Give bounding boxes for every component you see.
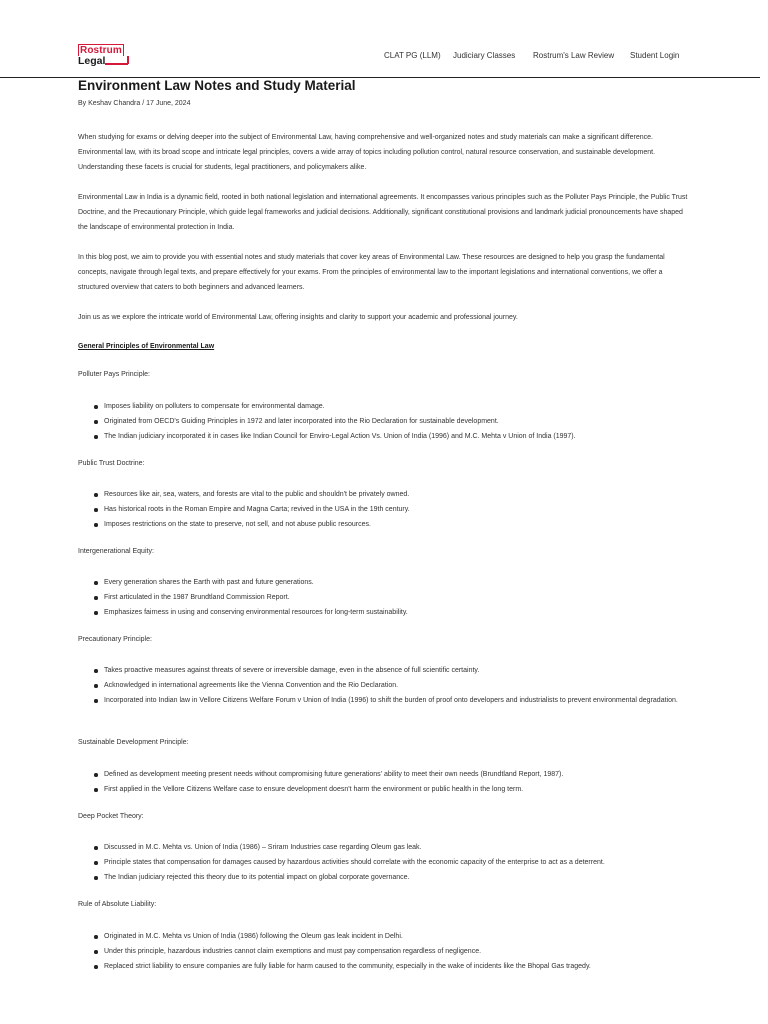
principle-bullet-list xyxy=(94,840,694,885)
list-item: Defined as development meeting present needs without compromising future generations' ability to meet their own needs (Brundtland Report, 1987). xyxy=(94,767,694,782)
section-heading: General Principles of Environmental Law xyxy=(78,343,215,350)
list-item: The Indian judiciary incorporated it in cases like Indian Council for Enviro-Legal Action Vs. Union of India (1996) and M.C. Mehta v Union of India (1997). xyxy=(94,429,694,444)
list-item: First articulated in the 1987 Brundtland Commission Report. xyxy=(94,590,694,605)
principle-heading: Deep Pocket Theory: xyxy=(78,813,144,820)
nav-link-clat-pg[interactable]: CLAT PG (LLM) xyxy=(384,51,441,60)
list-item: Discussed in M.C. Mehta vs. Union of India (1986) – Sriram Industries case regarding Oleum gas leak. xyxy=(94,840,694,855)
principle-heading: Polluter Pays Principle: xyxy=(78,371,150,378)
principle-heading: Rule of Absolute Liability: xyxy=(78,901,157,908)
logo-text-legal: Legal xyxy=(78,55,106,67)
list-item: Incorporated into Indian law in Vellore Citizens Welfare Forum v Union of India (1996) to shift the burden of proof onto developers and industrialists to prevent environmental degradation. xyxy=(94,693,694,708)
list-item: Replaced strict liability to ensure companies are fully liable for harm caused to the community, especially in the wake of incidents like the Bhopal Gas tragedy. xyxy=(94,959,694,974)
principle-heading: Sustainable Development Principle: xyxy=(78,739,189,746)
nav-link-law-review[interactable]: Rostrum's Law Review xyxy=(533,51,615,60)
list-item: Every generation shares the Earth with past and future generations. xyxy=(94,575,694,590)
principle-heading: Intergenerational Equity: xyxy=(78,548,154,555)
list-item: Imposes restrictions on the state to preserve, not sell, and not abuse public resources. xyxy=(94,517,694,532)
intro-paragraph-4: Join us as we explore the intricate world of Environmental Law, offering insights and clarity to support your academic and professional journey. xyxy=(78,314,518,321)
list-item: Imposes liability on polluters to compensate for environmental damage. xyxy=(94,399,694,414)
logo-text-rostrum: Rostrum xyxy=(80,45,122,56)
principle-bullet-list xyxy=(94,399,694,444)
intro-paragraph-2: Environmental Law in India is a dynamic field, rooted in both national legislation and international agreements. It encompasses various principles such as the Polluter Pays Principle, the Public Trust Doctrine, and the Precautionary Principle, which guide legal frameworks and judicial decisions. Additionally, significant constitutional provisions and landmark judicial pronouncements have shaped the landscape of environmental protection in India. xyxy=(78,194,688,231)
nav-link-student-login[interactable]: Student Login xyxy=(630,51,680,60)
logo-underline xyxy=(105,63,128,65)
list-item: Under this principle, hazardous industries cannot claim exemptions and must pay compensation regardless of negligence. xyxy=(94,944,694,959)
list-item: Principle states that compensation for damages caused by hazardous activities should correlate with the economic capacity of the enterprise to act as a deterrent. xyxy=(94,855,694,870)
list-item: Originated in M.C. Mehta vs Union of India (1986) following the Oleum gas leak incident in Delhi. xyxy=(94,929,694,944)
principle-bullet-list xyxy=(94,929,694,974)
list-item: Emphasizes fairness in using and conserving environmental resources for long-term sustainability. xyxy=(94,605,694,620)
article-title: Environment Law Notes and Study Material xyxy=(78,78,356,93)
list-item: First applied in the Vellore Citizens Welfare case to ensure development doesn't harm the environment or public health in the long term. xyxy=(94,782,694,797)
list-item: Resources like air, sea, waters, and forests are vital to the public and shouldn't be privately owned. xyxy=(94,487,694,502)
article-meta: By Keshav Chandra / 17 June, 2024 xyxy=(78,100,191,107)
intro-paragraph-1: When studying for exams or delving deeper into the subject of Environmental Law, having comprehensive and well-organized notes and study materials can make a significant difference. Environmental law, with its broad scope and intricate legal principles, covers a wide array of topics including pollution control, natural resource conservation, and sustainable development. Understanding these facets is crucial for students, legal practitioners, and policymakers alike. xyxy=(78,134,656,171)
principle-bullet-list xyxy=(94,487,694,532)
main-nav xyxy=(0,51,768,63)
list-item: Originated from OECD's Guiding Principles in 1972 and later incorporated into the Rio Declaration for sustainable development. xyxy=(94,414,694,429)
intro-paragraph-3: In this blog post, we aim to provide you with essential notes and study materials that cover key areas of Environmental Law. These resources are designed to help you grasp the fundamental concepts, navigate through legal texts, and prepare effectively for your exams. From the principles of environmental law to the important legislations and international conventions, we offer a structured overview that caters to both beginners and advanced learners. xyxy=(78,254,665,291)
list-item: The Indian judiciary rejected this theory due to its potential impact on global corporate governance. xyxy=(94,870,694,885)
site-header xyxy=(0,0,768,78)
list-item: Takes proactive measures against threats of severe or irreversible damage, even in the absence of full scientific certainty. xyxy=(94,663,694,678)
principle-bullet-list xyxy=(94,663,694,708)
list-item: Has historical roots in the Roman Empire and Magna Carta; revived in the USA in the 19th century. xyxy=(94,502,694,517)
principle-heading: Public Trust Doctrine: xyxy=(78,460,145,467)
nav-link-judiciary-classes[interactable]: Judiciary Classes xyxy=(453,51,516,60)
principle-bullet-list xyxy=(94,767,694,797)
principle-bullet-list xyxy=(94,575,694,620)
list-item: Acknowledged in international agreements like the Vienna Convention and the Rio Declaration. xyxy=(94,678,694,693)
principle-heading: Precautionary Principle: xyxy=(78,636,152,643)
